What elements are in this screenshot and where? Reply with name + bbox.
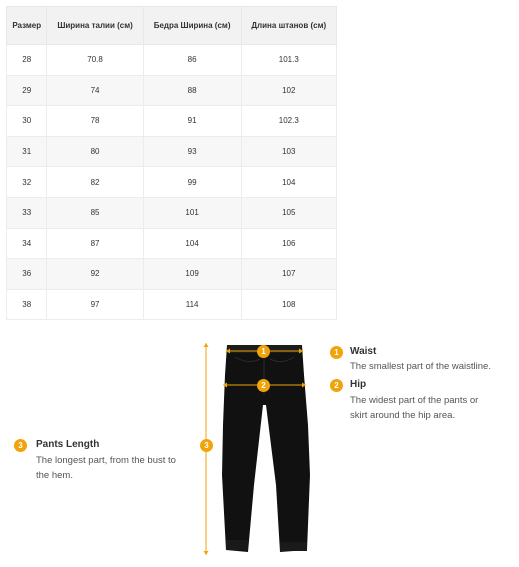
- cell-hip: 93: [143, 136, 241, 167]
- table-row: [7, 259, 337, 290]
- pants-icon: [222, 345, 310, 552]
- cell-size: 32: [7, 167, 47, 198]
- hip-description-line2: skirt around the hip area.: [350, 410, 456, 421]
- length-description-line1: The longest part, from the bust to: [36, 455, 176, 466]
- hip-marker-badge: 2: [257, 379, 270, 392]
- cell-size: 31: [7, 136, 47, 167]
- cell-hip: 101: [143, 197, 241, 228]
- cell-waist: 85: [47, 197, 143, 228]
- table-row: [7, 75, 337, 106]
- table-row: [7, 167, 337, 198]
- cell-length: 107: [241, 259, 336, 290]
- cell-hip: 88: [143, 75, 241, 106]
- waist-badge: 1: [330, 346, 343, 359]
- hip-description-line1: The widest part of the pants or: [350, 395, 479, 406]
- cell-hip: 104: [143, 228, 241, 259]
- cell-length: 105: [241, 197, 336, 228]
- cell-waist: 78: [47, 106, 143, 137]
- cell-size: 34: [7, 228, 47, 259]
- cell-size: 29: [7, 75, 47, 106]
- cell-size: 33: [7, 197, 47, 228]
- table-row: [7, 228, 337, 259]
- table-row: [7, 289, 337, 320]
- cell-waist: 70.8: [47, 45, 143, 76]
- table-row: [7, 197, 337, 228]
- table-header-row: [7, 7, 337, 45]
- cell-hip: 99: [143, 167, 241, 198]
- cell-length: 101.3: [241, 45, 336, 76]
- cell-waist: 80: [47, 136, 143, 167]
- cell-waist: 74: [47, 75, 143, 106]
- hip-title: Hip: [350, 379, 367, 390]
- header-hip-width: Бедра Ширина (см): [143, 7, 241, 45]
- cell-hip: 114: [143, 289, 241, 320]
- cell-size: 36: [7, 259, 47, 290]
- cell-hip: 109: [143, 259, 241, 290]
- cell-length: 102.3: [241, 106, 336, 137]
- length-title: Pants Length: [36, 439, 100, 450]
- header-size: Размер: [7, 7, 47, 45]
- size-chart-table: [6, 6, 337, 320]
- waist-description: The smallest part of the waistline.: [350, 361, 491, 372]
- waist-title: Waist: [350, 346, 377, 357]
- waist-marker-badge: 1: [257, 345, 270, 358]
- cell-waist: 92: [47, 259, 143, 290]
- header-waist-width: Ширина талии (см): [47, 7, 143, 45]
- cell-length: 108: [241, 289, 336, 320]
- table-row: [7, 45, 337, 76]
- cell-waist: 87: [47, 228, 143, 259]
- cell-length: 106: [241, 228, 336, 259]
- cell-length: 104: [241, 167, 336, 198]
- cell-size: 28: [7, 45, 47, 76]
- cell-hip: 91: [143, 106, 241, 137]
- cell-waist: 82: [47, 167, 143, 198]
- length-description-line2: the hem.: [36, 470, 73, 481]
- length-marker-badge: 3: [200, 439, 213, 452]
- cell-size: 38: [7, 289, 47, 320]
- hip-badge: 2: [330, 379, 343, 392]
- table-row: [7, 106, 337, 137]
- cell-hip: 86: [143, 45, 241, 76]
- cell-waist: 97: [47, 289, 143, 320]
- cell-length: 103: [241, 136, 336, 167]
- cell-length: 102: [241, 75, 336, 106]
- cell-size: 30: [7, 106, 47, 137]
- header-pants-length: Длина штанов (см): [241, 7, 336, 45]
- table-row: [7, 136, 337, 167]
- length-badge: 3: [14, 439, 27, 452]
